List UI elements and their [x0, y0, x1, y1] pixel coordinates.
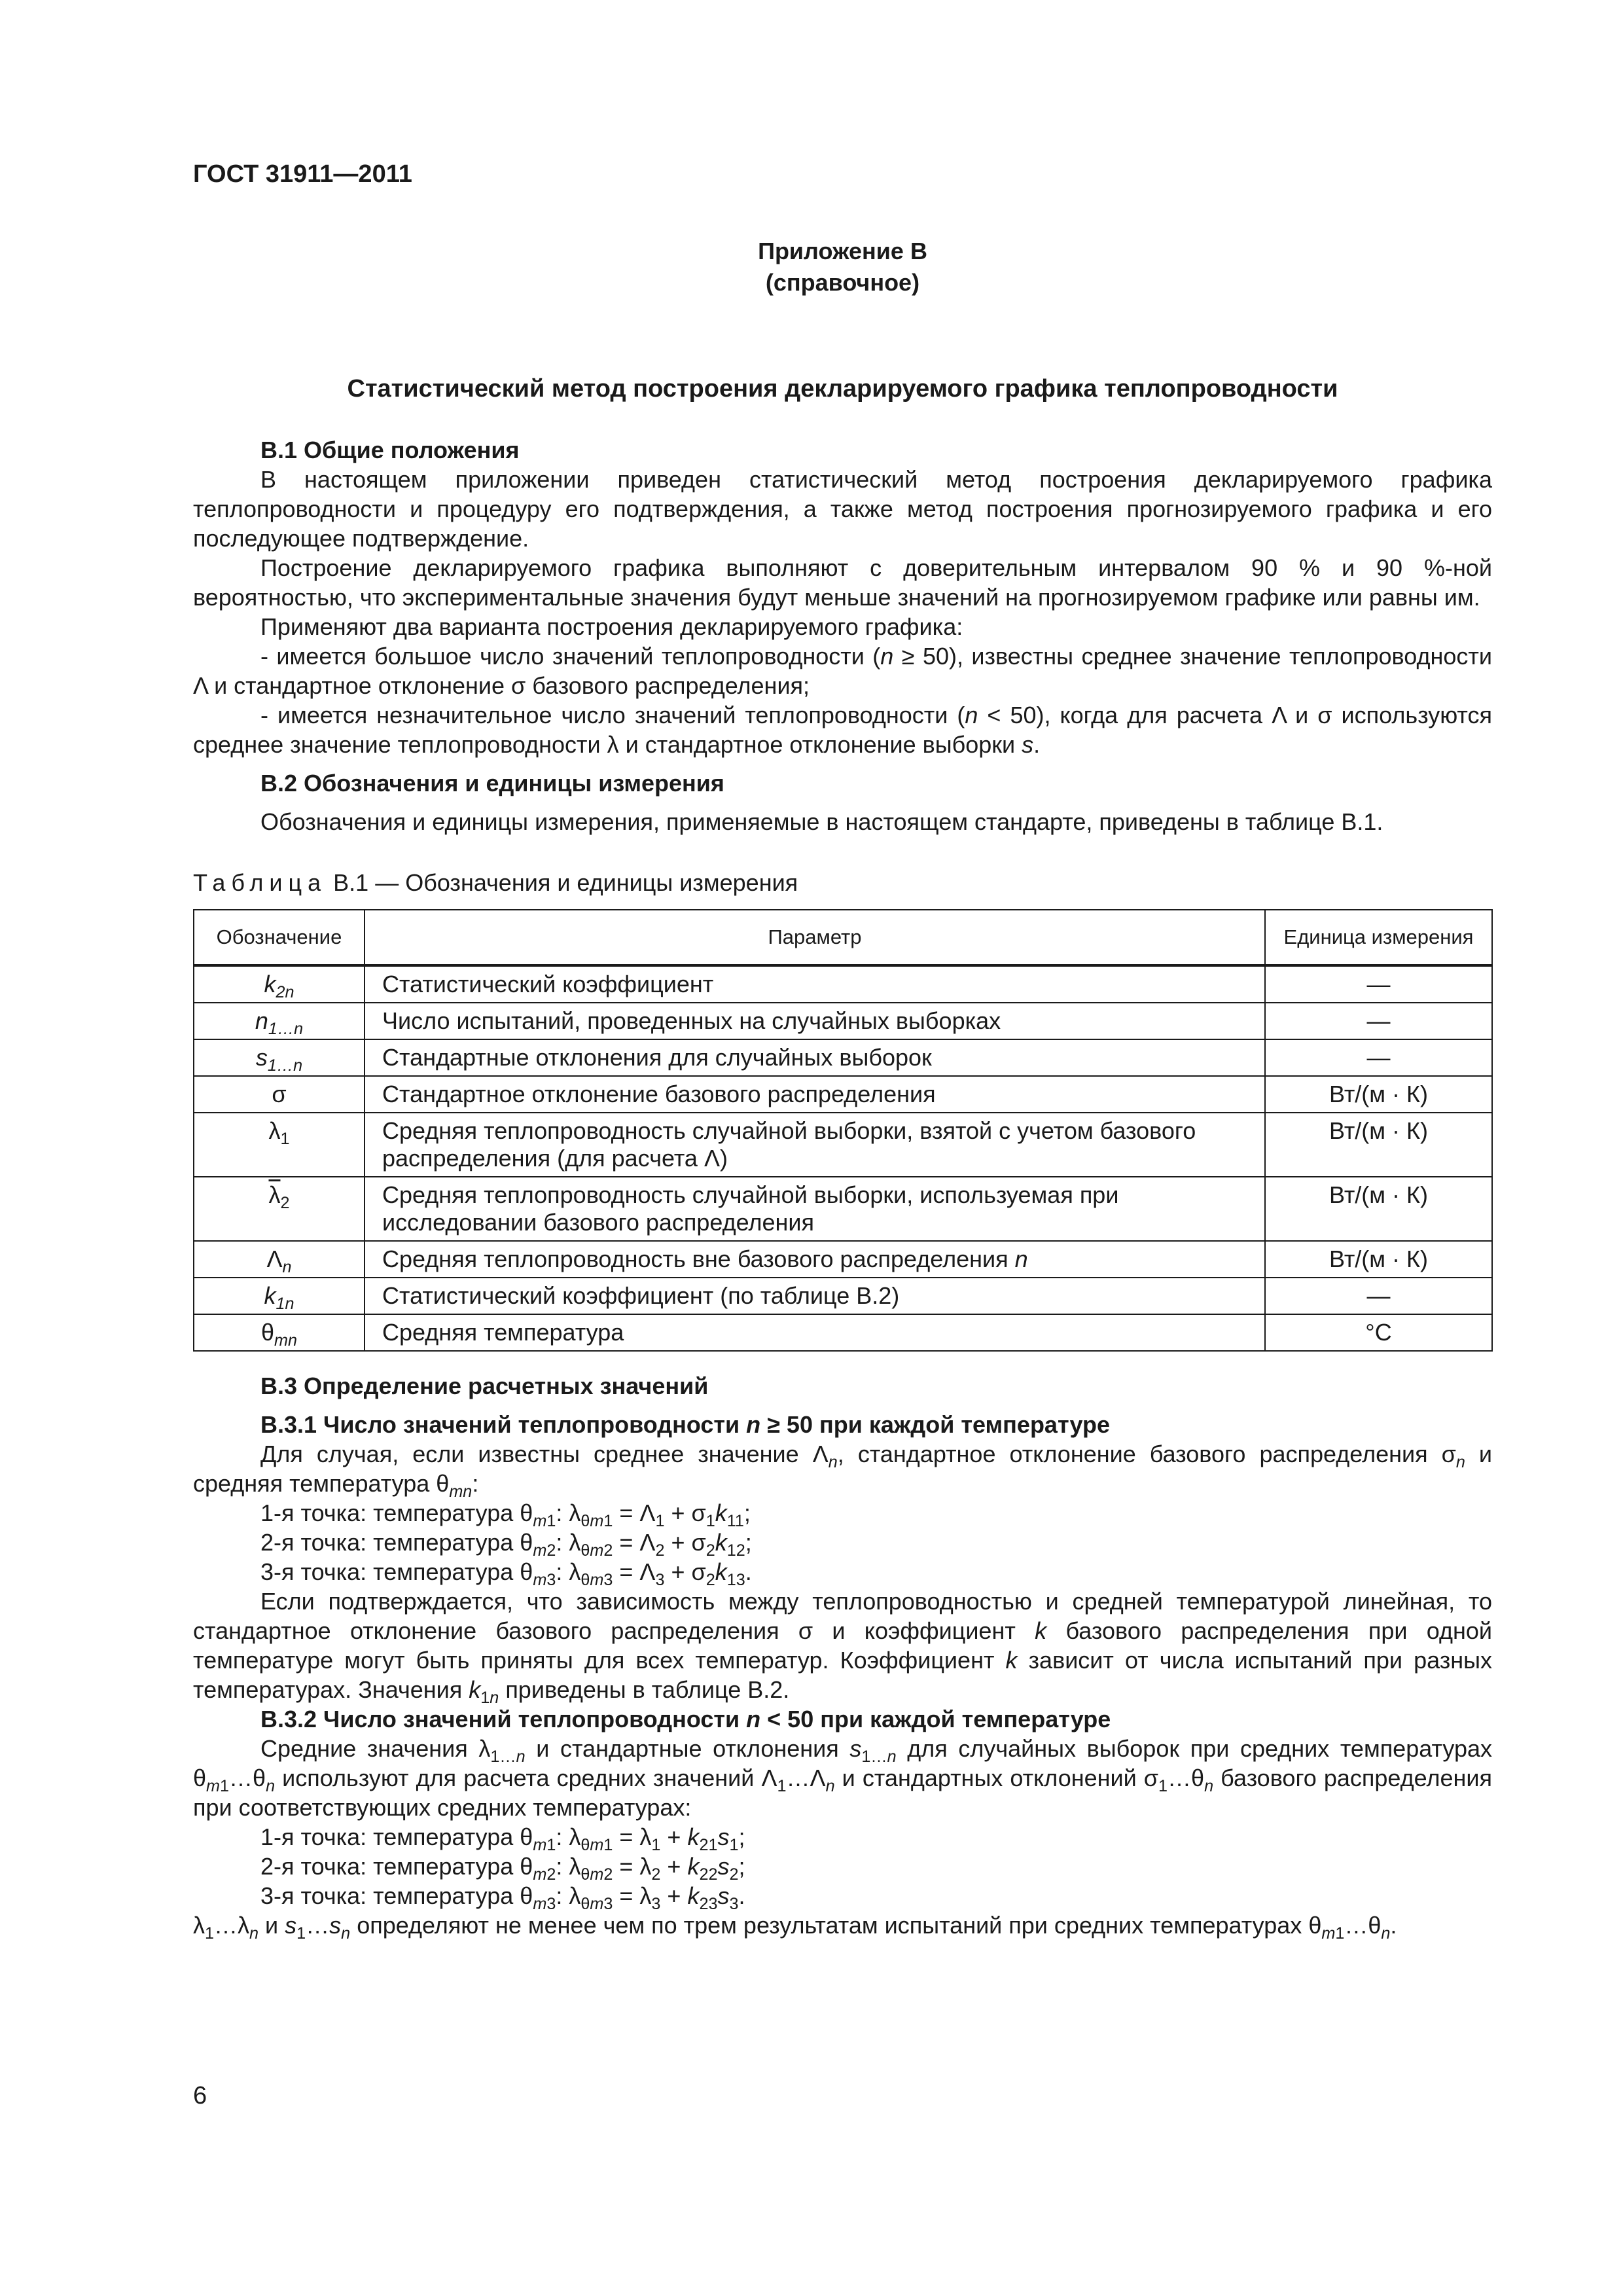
table-caption: [193, 868, 1492, 897]
b1-bullet-2: - имеется незначительное число значений теплопроводности (n < 50), когда для расчета Λ и σ используются среднее значение теплопроводности λ и стандартное отклонение выборки s.: [193, 702, 1492, 758]
symbol-cell: $\overline{\lambda}_2$: [194, 1177, 365, 1241]
param-cell: Статистический коэффициент: [365, 965, 1265, 1003]
b31-formula-1: 1-я точка: температура $\theta_{m1}$: $\lambda_{\theta m1} = \Lambda_1 + \sigma_1k_{11}$;: [260, 1499, 751, 1530]
param-cell: Стандартное отклонение базового распределения: [365, 1076, 1265, 1113]
table-row: [194, 1003, 1492, 1039]
b32-formula-2: 2-я точка: температура $\theta_{m2}$: $\lambda_{\theta m2} = \lambda_2 + k_{22}s_2$;: [260, 1853, 745, 1884]
symbol-cell: $k_{1n}$: [194, 1278, 365, 1314]
symbol-cell: $k_{2n}$: [194, 965, 365, 1003]
symbol-cell: $\theta_{mn}$: [194, 1314, 365, 1351]
b1-paragraph-1: В настоящем приложении приведен статистический метод построения декларируемого графика теплопроводности и процедуру его подтверждения, а также метод построения прогнозируемого графика и его последующее подтверждение.: [193, 466, 1492, 552]
b2-paragraph-1: Обозначения и единицы измерения, применяемые в настоящем стандарте, приведены в таблице В.1.: [260, 808, 1383, 835]
param-cell: Число испытаний, проведенных на случайных выборках: [365, 1003, 1265, 1039]
doc-header: ГОСТ 31911—2011: [193, 160, 412, 188]
unit-cell: Вт/(м · К): [1265, 1241, 1492, 1278]
b1-heading: В.1 Общие положения: [260, 437, 520, 463]
table-row: [194, 1177, 1492, 1241]
b1-paragraph-2: Построение декларируемого графика выполняют с доверительным интервалом 90 % и 90 %-ной вероятностью, что экспериментальные значения будут меньше значений на прогнозируемом графике или равны им.: [193, 554, 1492, 611]
unit-cell: —: [1265, 965, 1492, 1003]
param-cell: Средняя теплопроводность вне базового распределения n: [365, 1241, 1265, 1278]
b2-heading: В.2 Обозначения и единицы измерения: [260, 770, 724, 797]
header-symbol: Обозначение: [194, 910, 365, 965]
annex-type: (справочное): [765, 269, 920, 296]
table-caption-text: В.1 — Обозначения и единицы измерения: [327, 869, 798, 896]
unit-cell: Вт/(м · К): [1265, 1076, 1492, 1113]
unit-cell: —: [1265, 1003, 1492, 1039]
symbol-cell: $\Lambda_n$: [194, 1241, 365, 1278]
table-caption-prefix: Таблица: [193, 869, 327, 896]
annex-title: Приложение В: [758, 238, 927, 264]
section-title: Статистический метод построения декларируемого графика теплопроводности: [347, 375, 1338, 403]
b31-paragraph-1: Для случая, если известны среднее значение $\Lambda_n$, стандартное отклонение базового распределения $\sigma_n$ и средняя температура $\theta_{mn}$:: [193, 1441, 1493, 1501]
b31-paragraph-2: Если подтверждается, что зависимость между теплопроводностью и средней температурой линейная, то стандартное отклонение базового распределения σ и коэффициент k базового распределения при одной температуре могут быть приняты для всех температур. Коэффициент k зависит от числа испытаний при разных температурах. Значения $k_{1n}$ приведены в таблице В.2.: [193, 1588, 1493, 1707]
b32-paragraph-2: $\lambda_1\dots\lambda_n$ и $s_1\dots s_n$ определяют не менее чем по трем результатам испытаний при средних температурах $\theta_{m1}\dots\theta_n$.: [193, 1912, 1397, 1943]
symbol-cell: $\lambda_1$: [194, 1113, 365, 1177]
param-cell: Статистический коэффициент (по таблице В.2): [365, 1278, 1265, 1314]
unit-cell: °С: [1265, 1314, 1492, 1351]
param-cell: Средняя температура: [365, 1314, 1265, 1351]
b32-formula-1: 1-я точка: температура $\theta_{m1}$: $\lambda_{\theta m1} = \lambda_1 + k_{21}s_1$;: [260, 1823, 745, 1854]
table-row: [194, 965, 1492, 1003]
table-row: [194, 1278, 1492, 1314]
unit-cell: —: [1265, 1039, 1492, 1076]
table-header-row: [194, 910, 1492, 965]
symbol-cell: σ: [194, 1076, 365, 1113]
symbol-cell: $n_{1\dots n}$: [194, 1003, 365, 1039]
unit-cell: Вт/(м · К): [1265, 1113, 1492, 1177]
table-row: [194, 1241, 1492, 1278]
document-body: [193, 435, 1493, 1943]
header-parameter: Параметр: [365, 910, 1265, 965]
table-row: [194, 1113, 1492, 1177]
table-row: [194, 1039, 1492, 1076]
table-row: [194, 1076, 1492, 1113]
symbols-table: [193, 909, 1493, 1352]
b31-formula-3: 3-я точка: температура $\theta_{m3}$: $\lambda_{\theta m3} = \Lambda_3 + \sigma_2k_{13}$.: [260, 1558, 752, 1589]
annex-heading: [193, 236, 1492, 298]
b32-formula-3: 3-я точка: температура $\theta_{m3}$: $\lambda_{\theta m3} = \lambda_3 + k_{23}s_3$.: [260, 1882, 745, 1913]
b31-heading: В.3.1 Число значений теплопроводности n ≥ 50 при каждой температуре: [260, 1411, 1111, 1438]
page-number: 6: [193, 2082, 207, 2109]
unit-cell: —: [1265, 1278, 1492, 1314]
b1-bullet-1: - имеется большое число значений теплопроводности (n ≥ 50), известны среднее значение теплопроводности Λ и стандартное отклонение σ базового распределения;: [193, 643, 1492, 699]
param-cell: Средняя теплопроводность случайной выборки, взятой с учетом базового распределения (для расчета Λ): [365, 1113, 1265, 1177]
b1-paragraph-3: Применяют два варианта построения декларируемого графика:: [260, 613, 963, 640]
unit-cell: Вт/(м · К): [1265, 1177, 1492, 1241]
b31-formula-2: 2-я точка: температура $\theta_{m2}$: $\lambda_{\theta m2} = \Lambda_2 + \sigma_2k_{12}$;: [260, 1529, 752, 1560]
table-row: [194, 1314, 1492, 1351]
symbol-cell: $s_{1\dots n}$: [194, 1039, 365, 1076]
b3-heading: В.3 Определение расчетных значений: [260, 1372, 709, 1399]
b32-heading: В.3.2 Число значений теплопроводности n < 50 при каждой температуре: [260, 1706, 1111, 1732]
param-cell: Средняя теплопроводность случайной выборки, используемая при исследовании базового распределения: [365, 1177, 1265, 1241]
b32-paragraph-1: Средние значения $\lambda_{1\dots n}$ и стандартные отклонения $s_{1\dots n}$ для случайных выборок при средних температурах $\theta_{m1}\dots\theta_n$ используют для расчета средних значений $\Lambda_1\dots\Lambda_n$ и стандартных отклонений $\sigma_1\dots\theta_n$ базового распределения при соответствующих средних температурах:: [193, 1735, 1493, 1821]
param-cell: Стандартные отклонения для случайных выборок: [365, 1039, 1265, 1076]
header-unit: Единица измерения: [1265, 910, 1492, 965]
